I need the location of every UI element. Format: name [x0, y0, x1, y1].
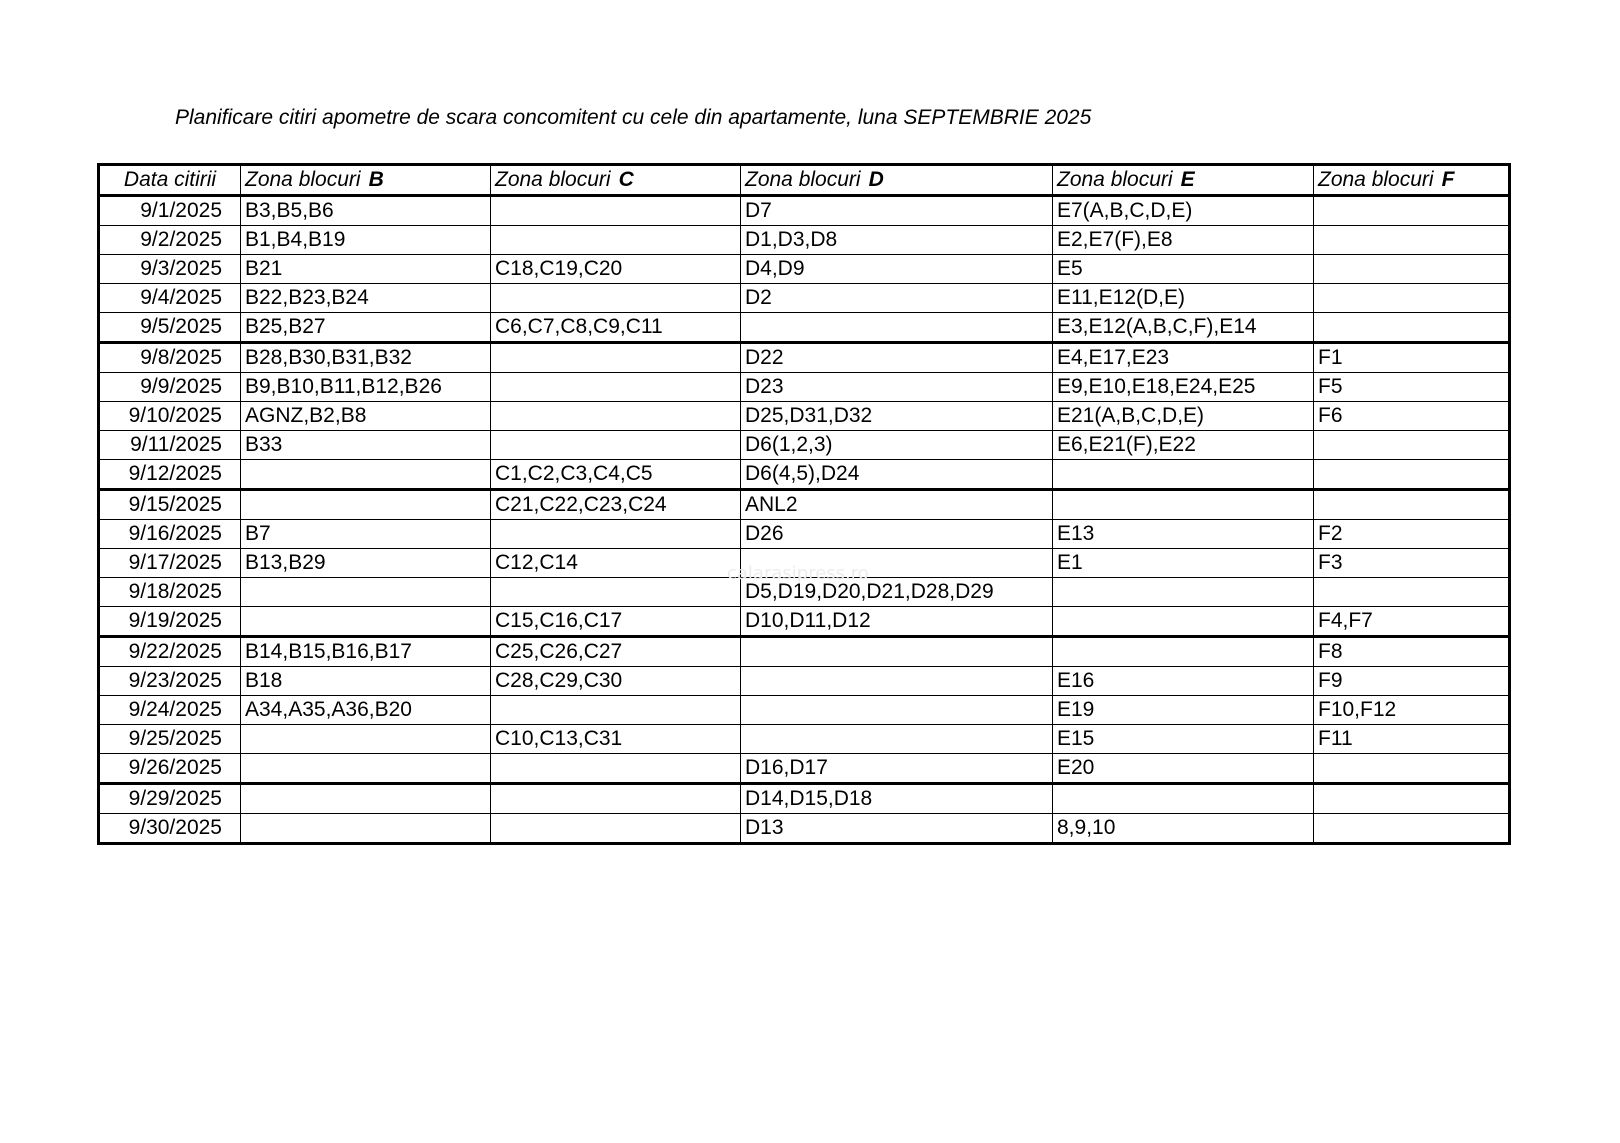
cell-zone-f [1314, 490, 1510, 520]
cell-zone-c: C15,C16,C17 [491, 607, 741, 637]
cell-zone-b: B25,B27 [241, 313, 491, 343]
column-header-label: Data citirii [123, 168, 217, 191]
cell-zone-f [1314, 578, 1510, 607]
cell-zone-e: E20 [1053, 754, 1314, 784]
column-header-label: Zona blocuri [495, 168, 611, 191]
cell-date: 9/4/2025 [99, 284, 241, 313]
cell-date: 9/8/2025 [99, 343, 241, 373]
cell-zone-d [741, 696, 1053, 725]
column-header-zone-f [1314, 165, 1510, 196]
cell-zone-f [1314, 784, 1510, 814]
table-row [99, 255, 1510, 284]
cell-date: 9/16/2025 [99, 520, 241, 549]
cell-zone-d [741, 667, 1053, 696]
column-header-zone-letter: C [618, 168, 634, 191]
table-row [99, 490, 1510, 520]
cell-zone-c: C18,C19,C20 [491, 255, 741, 284]
cell-date: 9/25/2025 [99, 725, 241, 754]
table-row [99, 284, 1510, 313]
cell-zone-b [241, 725, 491, 754]
table-row [99, 725, 1510, 754]
cell-zone-b [241, 460, 491, 490]
column-header-date [99, 165, 241, 196]
cell-date: 9/11/2025 [99, 431, 241, 460]
cell-zone-b: B13,B29 [241, 549, 491, 578]
cell-date: 9/19/2025 [99, 607, 241, 637]
cell-zone-c [491, 520, 741, 549]
cell-zone-e: E9,E10,E18,E24,E25 [1053, 373, 1314, 402]
column-header-zone-letter: B [368, 168, 384, 191]
column-header-label: Zona blocuri [745, 168, 861, 191]
cell-zone-c [491, 578, 741, 607]
cell-zone-d [741, 549, 1053, 578]
cell-zone-d: D14,D15,D18 [741, 784, 1053, 814]
cell-zone-b [241, 814, 491, 844]
cell-zone-e: E5 [1053, 255, 1314, 284]
cell-zone-d [741, 313, 1053, 343]
cell-zone-c [491, 343, 741, 373]
table-row [99, 313, 1510, 343]
cell-zone-f [1314, 814, 1510, 844]
cell-zone-b: B7 [241, 520, 491, 549]
cell-zone-c [491, 754, 741, 784]
table-row [99, 226, 1510, 255]
cell-zone-d: D7 [741, 196, 1053, 226]
cell-zone-f [1314, 313, 1510, 343]
table-header [99, 165, 1510, 196]
cell-zone-e: E16 [1053, 667, 1314, 696]
cell-zone-c [491, 696, 741, 725]
cell-zone-b [241, 607, 491, 637]
cell-zone-b: B33 [241, 431, 491, 460]
cell-zone-d [741, 725, 1053, 754]
column-header-zone-letter: F [1441, 168, 1455, 191]
cell-zone-f [1314, 460, 1510, 490]
cell-date: 9/29/2025 [99, 784, 241, 814]
cell-zone-c: C25,C26,C27 [491, 637, 741, 667]
cell-zone-b: B21 [241, 255, 491, 284]
table-row [99, 578, 1510, 607]
column-header-zone-letter: E [1180, 168, 1195, 191]
cell-zone-e [1053, 490, 1314, 520]
column-header-zone-d [741, 165, 1053, 196]
cell-zone-e: E15 [1053, 725, 1314, 754]
cell-zone-f: F4,F7 [1314, 607, 1510, 637]
cell-zone-c [491, 196, 741, 226]
cell-zone-b: B14,B15,B16,B17 [241, 637, 491, 667]
cell-date: 9/1/2025 [99, 196, 241, 226]
table-row [99, 667, 1510, 696]
cell-zone-c: C1,C2,C3,C4,C5 [491, 460, 741, 490]
cell-zone-b: B28,B30,B31,B32 [241, 343, 491, 373]
cell-zone-d: D25,D31,D32 [741, 402, 1053, 431]
cell-zone-d: D23 [741, 373, 1053, 402]
table-row [99, 402, 1510, 431]
cell-date: 9/22/2025 [99, 637, 241, 667]
table-row [99, 784, 1510, 814]
cell-zone-e [1053, 607, 1314, 637]
cell-zone-f: F9 [1314, 667, 1510, 696]
cell-zone-c: C21,C22,C23,C24 [491, 490, 741, 520]
cell-zone-c [491, 226, 741, 255]
table-row [99, 373, 1510, 402]
cell-zone-e [1053, 637, 1314, 667]
table-row [99, 754, 1510, 784]
cell-zone-b: B18 [241, 667, 491, 696]
cell-zone-d: D16,D17 [741, 754, 1053, 784]
cell-zone-d [741, 637, 1053, 667]
cell-zone-e: E1 [1053, 549, 1314, 578]
cell-zone-b: AGNZ,B2,B8 [241, 402, 491, 431]
cell-date: 9/2/2025 [99, 226, 241, 255]
column-header-zone-b [241, 165, 491, 196]
cell-date: 9/3/2025 [99, 255, 241, 284]
cell-zone-e: E13 [1053, 520, 1314, 549]
cell-zone-d: D2 [741, 284, 1053, 313]
cell-zone-f: F2 [1314, 520, 1510, 549]
cell-zone-c [491, 284, 741, 313]
cell-zone-f [1314, 284, 1510, 313]
cell-zone-c: C12,C14 [491, 549, 741, 578]
cell-date: 9/30/2025 [99, 814, 241, 844]
cell-date: 9/17/2025 [99, 549, 241, 578]
table-body [99, 196, 1510, 844]
cell-zone-b: A34,A35,A36,B20 [241, 696, 491, 725]
cell-zone-e: E11,E12(D,E) [1053, 284, 1314, 313]
table-row [99, 696, 1510, 725]
cell-date: 9/15/2025 [99, 490, 241, 520]
cell-zone-b [241, 784, 491, 814]
header-row [99, 165, 1510, 196]
table-row [99, 343, 1510, 373]
cell-date: 9/12/2025 [99, 460, 241, 490]
cell-zone-e [1053, 578, 1314, 607]
cell-zone-f [1314, 226, 1510, 255]
cell-zone-f [1314, 196, 1510, 226]
cell-zone-b [241, 490, 491, 520]
cell-zone-e: E6,E21(F),E22 [1053, 431, 1314, 460]
cell-zone-d: D1,D3,D8 [741, 226, 1053, 255]
cell-zone-b [241, 578, 491, 607]
cell-zone-d: D26 [741, 520, 1053, 549]
table-row [99, 814, 1510, 844]
cell-zone-c [491, 373, 741, 402]
watermark-text: calarasipress.ro [727, 563, 869, 584]
cell-zone-b: B22,B23,B24 [241, 284, 491, 313]
schedule-table [97, 163, 1511, 845]
cell-zone-e: E2,E7(F),E8 [1053, 226, 1314, 255]
column-header-zone-c [491, 165, 741, 196]
cell-zone-e [1053, 460, 1314, 490]
cell-zone-d: D13 [741, 814, 1053, 844]
cell-zone-b [241, 754, 491, 784]
cell-zone-e: E3,E12(A,B,C,F),E14 [1053, 313, 1314, 343]
cell-zone-d: D6(1,2,3) [741, 431, 1053, 460]
cell-date: 9/24/2025 [99, 696, 241, 725]
page-title: Planificare citiri apometre de scara concomitent cu cele din apartamente, luna SEPTEMBRIE 2025 [175, 106, 1092, 129]
cell-zone-d: D22 [741, 343, 1053, 373]
cell-zone-c [491, 814, 741, 844]
cell-date: 9/10/2025 [99, 402, 241, 431]
cell-zone-d: D10,D11,D12 [741, 607, 1053, 637]
table-row [99, 607, 1510, 637]
cell-zone-e: E4,E17,E23 [1053, 343, 1314, 373]
cell-zone-e: 8,9,10 [1053, 814, 1314, 844]
cell-zone-f [1314, 255, 1510, 284]
cell-zone-b: B9,B10,B11,B12,B26 [241, 373, 491, 402]
cell-zone-c [491, 431, 741, 460]
cell-zone-b: B3,B5,B6 [241, 196, 491, 226]
cell-zone-f: F10,F12 [1314, 696, 1510, 725]
cell-zone-d: ANL2 [741, 490, 1053, 520]
table-row [99, 549, 1510, 578]
cell-date: 9/9/2025 [99, 373, 241, 402]
cell-zone-e [1053, 784, 1314, 814]
column-header-zone-e [1053, 165, 1314, 196]
table-row [99, 431, 1510, 460]
column-header-label: Zona blocuri [245, 168, 361, 191]
cell-zone-f [1314, 754, 1510, 784]
table-row [99, 460, 1510, 490]
cell-date: 9/26/2025 [99, 754, 241, 784]
cell-zone-f: F3 [1314, 549, 1510, 578]
cell-zone-c: C10,C13,C31 [491, 725, 741, 754]
cell-zone-d: D5,D19,D20,D21,D28,D29 [741, 578, 1053, 607]
cell-zone-e: E21(A,B,C,D,E) [1053, 402, 1314, 431]
table-row [99, 637, 1510, 667]
cell-zone-b: B1,B4,B19 [241, 226, 491, 255]
cell-date: 9/23/2025 [99, 667, 241, 696]
cell-date: 9/5/2025 [99, 313, 241, 343]
cell-zone-c: C28,C29,C30 [491, 667, 741, 696]
cell-zone-e: E19 [1053, 696, 1314, 725]
table-row [99, 196, 1510, 226]
cell-zone-c [491, 402, 741, 431]
cell-zone-c: C6,C7,C8,C9,C11 [491, 313, 741, 343]
column-header-label: Zona blocuri [1057, 168, 1173, 191]
cell-zone-f: F1 [1314, 343, 1510, 373]
column-header-zone-letter: D [868, 168, 884, 191]
cell-zone-f: F11 [1314, 725, 1510, 754]
cell-zone-f: F8 [1314, 637, 1510, 667]
cell-zone-d: D6(4,5),D24 [741, 460, 1053, 490]
cell-zone-c [491, 784, 741, 814]
column-header-label: Zona blocuri [1318, 168, 1434, 191]
cell-zone-f: F6 [1314, 402, 1510, 431]
cell-zone-f: F5 [1314, 373, 1510, 402]
cell-zone-e: E7(A,B,C,D,E) [1053, 196, 1314, 226]
cell-zone-d: D4,D9 [741, 255, 1053, 284]
table-row [99, 520, 1510, 549]
cell-zone-f [1314, 431, 1510, 460]
cell-date: 9/18/2025 [99, 578, 241, 607]
